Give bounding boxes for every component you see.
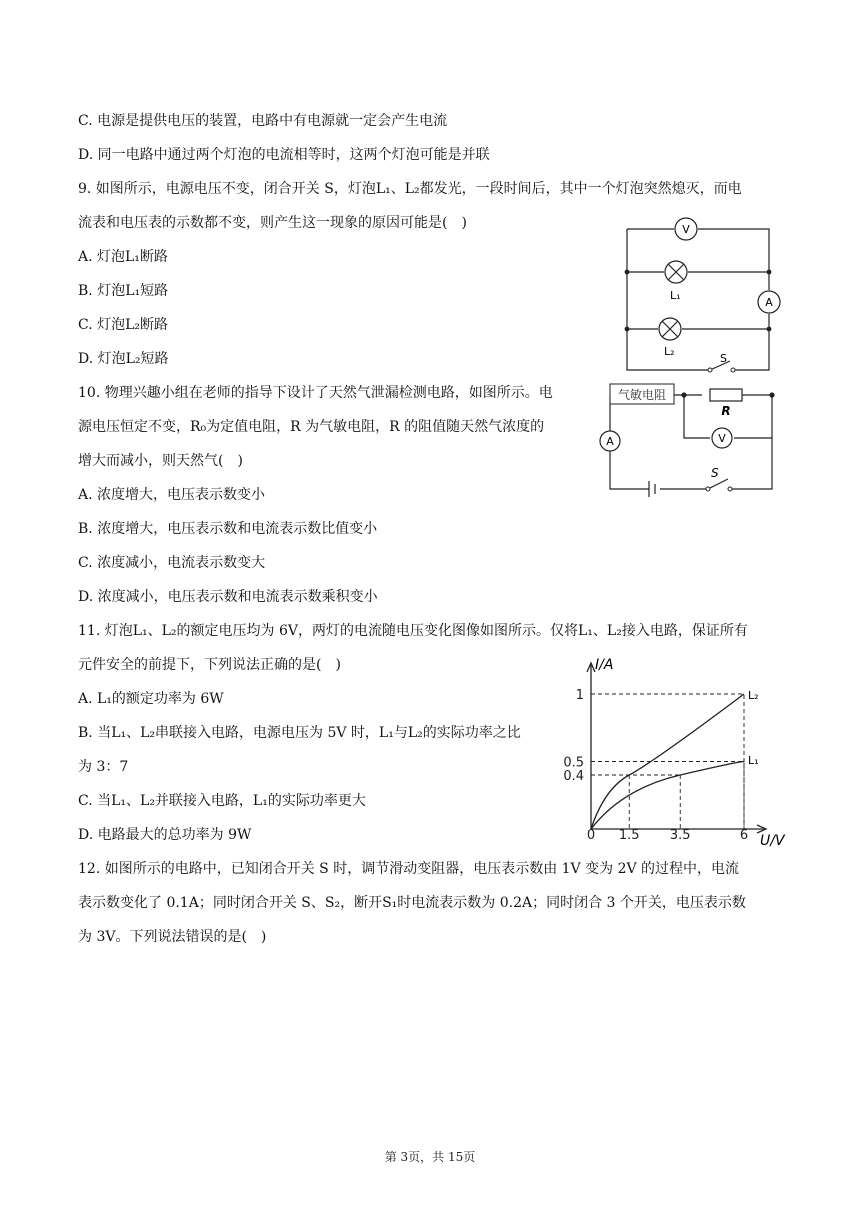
circuit-diagram-q10 — [592, 383, 784, 499]
series-line-1 — [591, 762, 744, 830]
text-line: 源电压恒定不变，R₀为定值电阻，R 为气敏电阻，R 的阻值随天然气浓度的 — [78, 419, 545, 435]
text-line: D. 浓度减小，电压表示数和电流表示数乘积变小 — [78, 589, 378, 605]
text-line: 表示数变化了 0.1A；同时闭合开关 S、S₂，断开S₁时电流表示数为 0.2A；同时闭合 3 个开关，电压表示数 — [78, 895, 746, 911]
text-line: 增大而减小，则天然气( ) — [78, 453, 243, 469]
x-tick-label: 3.5 — [669, 828, 691, 843]
lamp2-label: L₂ — [664, 345, 675, 358]
text-line: 11. 灯泡L₁、L₂的额定电压均为 6V，两灯的电流随电压变化图像如图所示。仅将L₁、L₂接入电路，保证所有 — [78, 623, 748, 639]
x-tick-label: 0 — [586, 828, 596, 843]
y-tick-label: 0.4 — [563, 769, 584, 784]
text-line: D. 同一电路中通过两个灯泡的电流相等时，这两个灯泡可能是并联 — [78, 147, 490, 163]
text-line: C. 电源是提供电压的装置，电路中有电源就一定会产生电流 — [78, 113, 448, 129]
x-axis-title: U/V — [760, 833, 785, 849]
text-line: B. 灯泡L₁短路 — [78, 283, 169, 299]
text-line: 流表和电压表的示数都不变，则产生这一现象的原因可能是( ) — [78, 215, 467, 231]
text-line: C. 灯泡L₂断路 — [78, 317, 169, 333]
lamp1-label: L₁ — [670, 289, 681, 302]
x-tick-label: 1.5 — [618, 828, 640, 843]
text-line: D. 灯泡L₂短路 — [78, 351, 169, 367]
y-tick-label: 0.5 — [563, 755, 584, 771]
switch-label: S — [711, 466, 719, 480]
text-line: B. 当L₁、L₂串联接入电路，电源电压为 5V 时，L₁与L₂的实际功率之比 — [78, 725, 521, 741]
text-line: 为 3V。下列说法错误的是( ) — [78, 929, 267, 945]
text-line: A. L₁的额定功率为 6W — [78, 691, 224, 707]
text-line: B. 浓度增大，电压表示数和电流表示数比值变小 — [78, 521, 378, 537]
text-line: 为 3：7 — [78, 759, 129, 775]
x-tick-label: 6 — [739, 828, 749, 843]
text-line: 元件安全的前提下，下列说法正确的是( ) — [78, 657, 341, 673]
text-line: C. 浓度减小，电流表示数变大 — [78, 555, 266, 571]
text-line: A. 浓度增大，电压表示数变小 — [78, 487, 266, 503]
text-line: 9. 如图所示，电源电压不变，闭合开关 S，灯泡L₁、L₂都发光，一段时间后，其中一个灯泡突然熄灭，而电 — [78, 181, 742, 197]
series-label-l2: L₂ — [748, 689, 759, 702]
guide-line — [591, 762, 744, 830]
text-line: 12. 如图所示的电路中，已知闭合开关 S 时，调节滑动变阻器，电压表示数由 1V 变为 2V 的过程中，电流 — [78, 861, 740, 877]
y-tick-label: 1 — [575, 688, 584, 703]
switch-label: S — [720, 352, 727, 365]
iu-chart — [558, 655, 798, 855]
text-line: D. 电路最大的总功率为 9W — [78, 827, 252, 843]
voltmeter-label: V — [682, 223, 690, 236]
text-line: A. 灯泡L₁断路 — [78, 249, 168, 265]
series-label-l1: L₁ — [748, 754, 759, 767]
ammeter-label: A — [765, 296, 773, 309]
text-line: C. 当L₁、L₂并联接入电路，L₁的实际功率更大 — [78, 793, 366, 809]
voltmeter-label: V — [718, 432, 726, 445]
resistor-label: R — [721, 404, 731, 418]
sensor-label: 气敏电阻 — [617, 388, 667, 402]
text-line: 10. 物理兴趣小组在老师的指导下设计了天然气泄漏检测电路，如图所示。电 — [78, 385, 553, 401]
y-axis-title: I/A — [595, 657, 614, 673]
page-footer: 第 3页，共 15页 — [384, 1150, 476, 1164]
circuit-diagram-q9 — [612, 215, 782, 380]
ammeter-label: A — [606, 435, 614, 448]
